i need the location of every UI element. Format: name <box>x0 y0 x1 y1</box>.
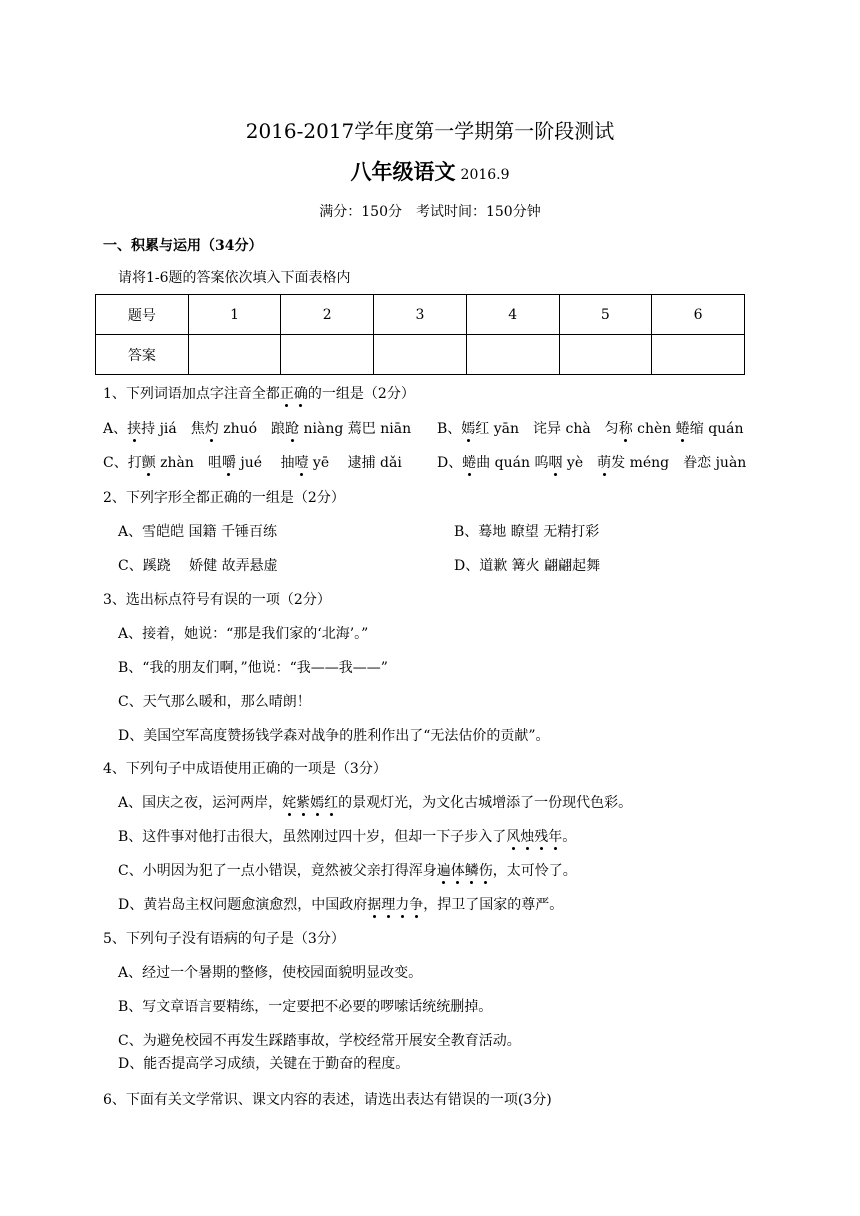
question-2-option-a: A、雪皑皑 国籍 千锤百练 <box>118 524 278 540</box>
answer-table <box>95 294 745 375</box>
idiom <box>367 897 423 913</box>
emphasis-char: 红 <box>324 792 338 812</box>
question-1-option-d: D、蜷曲 quán 呜咽 yè 萌发 méng 眷恋 juàn <box>437 452 746 472</box>
answer-cell[interactable] <box>281 335 374 375</box>
question-3-option-b: B、“我的朋友们啊，”他说：“我——我——” <box>118 660 388 676</box>
answer-cell[interactable] <box>652 335 745 375</box>
question-2-option-d: D、道歉 篝火 翩翩起舞 <box>454 558 601 574</box>
table-cell-number: 4 <box>466 295 559 335</box>
emphasis-char: 伤 <box>479 860 493 880</box>
question-4-option-b: B、这件事对他打击很大，虽然刚过四十岁，但却一下子步入了风烛残年。 <box>118 826 576 846</box>
question-5-option-c: C、为避免校园不再发生踩踏事故，学校经常开展安全教育活动。 <box>118 1033 521 1049</box>
idiom <box>282 795 338 811</box>
question-4-option-c: C、小明因为犯了一点小错误，竟然被父亲打得浑身遍体鳞伤，太可怜了。 <box>118 860 577 880</box>
exam-info: 满分：150分 考试时间：150分钟 <box>319 204 541 220</box>
section-heading: 一、积累与运用（34分） <box>103 238 263 254</box>
subject-title: 八年级语文 <box>350 159 456 184</box>
question-3-option-a: A、接着，她说：“那是我们家的‘北海’。” <box>118 626 369 642</box>
emphasis-char: 残 <box>534 826 548 846</box>
table-cell-number: 6 <box>652 295 745 335</box>
question-2-stem: 2、下列字形全都正确的一组是（2分） <box>103 490 345 506</box>
question-3-option-d: D、美国空军高度赞扬钱学森对战争的胜利作出了“无法估价的贡献”。 <box>118 728 550 744</box>
emphasis-char: 风 <box>506 826 520 846</box>
table-cell-number: 3 <box>374 295 467 335</box>
exam-date: 2016.9 <box>460 167 510 183</box>
answer-cell[interactable] <box>466 335 559 375</box>
idiom <box>437 863 493 879</box>
exam-subtitle <box>0 156 860 186</box>
question-5-option-b: B、写文章语言要精练，一定要把不必要的啰嗦话统统删掉。 <box>118 999 493 1015</box>
question-3-stem: 3、选出标点符号有误的一项（2分） <box>103 592 331 608</box>
idiom <box>506 829 562 845</box>
question-5-option-d: D、能否提高学习成绩，关键在于勤奋的程度。 <box>118 1056 410 1072</box>
emphasis-char: 紫 <box>296 792 310 812</box>
answer-cell[interactable] <box>374 335 467 375</box>
question-2-option-c: C、蹊跷 娇健 故弄悬虚 <box>118 558 278 574</box>
table-cell-label: 答案 <box>96 335 189 375</box>
question-6-stem: 6、下面有关文学常识、课文内容的表述，请选出表达有错误的一项(3分) <box>103 1092 552 1108</box>
emphasis-char: 理 <box>381 894 395 914</box>
question-2-option-b: B、蓦地 瞭望 无精打彩 <box>454 524 600 540</box>
question-5-option-a: A、经过一个暑期的整修，使校园面貌明显改变。 <box>118 965 423 981</box>
table-cell-number: 5 <box>559 295 652 335</box>
emphasis-char: 争 <box>409 894 423 914</box>
answer-cell[interactable] <box>559 335 652 375</box>
emphasis-char: 嫣 <box>310 792 324 812</box>
question-1-stem: 1、下列词语加点字注音全都正确的一组是（2分） <box>103 383 415 403</box>
question-4-option-d: D、黄岩岛主权问题愈演愈烈，中国政府据理力争，捍卫了国家的尊严。 <box>118 894 563 914</box>
table-cell-number: 1 <box>188 295 281 335</box>
table-cell-label: 题号 <box>96 295 189 335</box>
answer-cell[interactable] <box>188 335 281 375</box>
question-4-stem: 4、下列句子中成语使用正确的一项是（3分） <box>103 761 387 777</box>
emphasis-char: 力 <box>395 894 409 914</box>
emphasis-char: 鳞 <box>465 860 479 880</box>
emphasis-char: 体 <box>451 860 465 880</box>
table-row <box>96 335 745 375</box>
question-1-option-a: A、挟持 jiá 焦灼 zhuó 踉跄 niàng 蔫巴 niān <box>103 418 411 438</box>
answer-instruction: 请将1-6题的答案依次填入下面表格内 <box>118 270 351 286</box>
question-1-option-b: B、嫣红 yān 诧异 chà 匀称 chèn 蜷缩 quán <box>437 418 744 438</box>
emphasis-char: 烛 <box>520 826 534 846</box>
table-row <box>96 295 745 335</box>
table-cell-number: 2 <box>281 295 374 335</box>
exam-title: 2016-2017学年度第一学期第一阶段测试 <box>245 119 615 143</box>
question-4-option-a: A、国庆之夜，运河两岸，姹紫嫣红的景观灯光，为文化古城增添了一份现代色彩。 <box>118 792 632 812</box>
question-3-option-c: C、天气那么暖和，那么晴朗！ <box>118 694 311 710</box>
emphasis-char: 据 <box>367 894 381 914</box>
emphasis-char: 姹 <box>282 792 296 812</box>
question-5-stem: 5、下列句子没有语病的句子是（3分） <box>103 931 345 947</box>
question-1-option-c: C、打颤 zhàn 咀嚼 jué 抽噎 yē 逮捕 dǎi <box>103 452 402 472</box>
emphasis-char: 遍 <box>437 860 451 880</box>
emphasis-char: 年 <box>548 826 562 846</box>
